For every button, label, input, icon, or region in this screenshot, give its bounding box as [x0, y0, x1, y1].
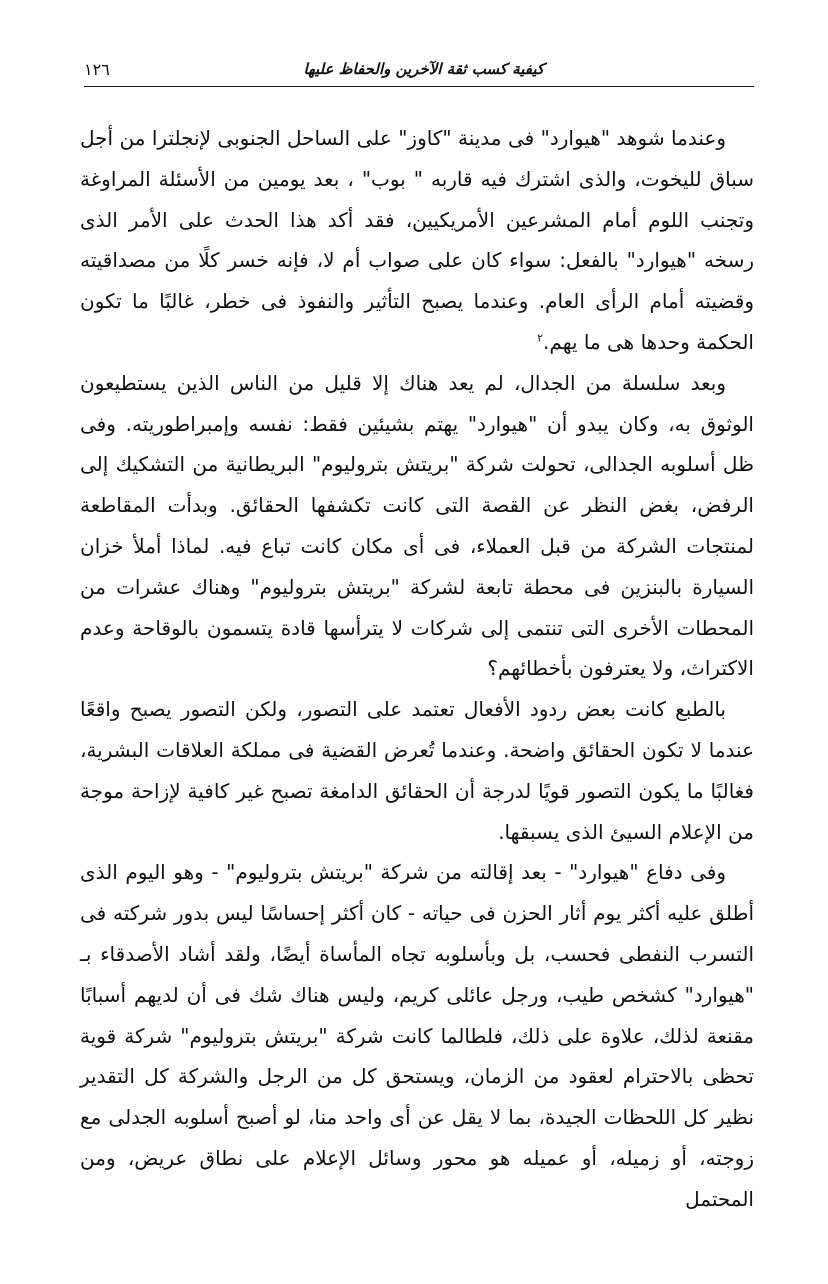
body-text: [80, 118, 754, 1220]
page-number: ١٢٦: [84, 60, 110, 79]
paragraph-1: [80, 118, 754, 363]
paragraph-text: وعندما شوهد "هيوارد" فى مدينة "كاوز" على الساحل الجنوبى لإنجلترا من أجل سباق لليخوت، والذى اشترك فيه قاربه " بوب" ، بعد يومين من الأسئلة المراوغة وتجنب اللوم أمام المشرعين الأمريكيين، فقد أكد هذا الحدث على الأمر الذى رسخه "هيوارد" بالفعل: سواء كان على صواب أم لا، فإنه خسر كلًا من مصداقيته وقضيته أمام الرأى العام. وعندما يصبح التأثير والنفوذ فى خطر، غالبًا ما تكون الحكمة وحدها هى ما يهم.: [80, 126, 754, 354]
paragraph-text: وفى دفاع "هيوارد" - بعد إقالته من شركة "بريتش بتروليوم" - وهو اليوم الذى أطلق عليه أكثر يوم أثار الحزن فى حياته - كان أكثر إحساسًا ليس بدور شركته فى التسرب النفطى فحسب، بل وبأسلوبه تجاه المأساة أيضًا، ولقد أشاد الأصدقاء بـ "هيوارد" كشخص طيب، ورجل عائلى كريم، وليس هناك شك فى أن لديهم أسبابًا مقنعة لذلك، علاوة على ذلك، فلطالما كانت شركة "بريتش بتروليوم" شركة قوية تحظى بالاحترام لعقود من الزمان، ويستحق كل من الرجل والشركة كل التقدير نظير كل اللحظات الجيدة، بما لا يقل عن أى واحد منا، لو أصبح أسلوبه الجدلى مع زوجته، أو زميله، أو عميله هو محور وسائل الإعلام على نطاق عريض، ومن المحتمل: [80, 860, 754, 1211]
book-title: كيفية كسب ثقة الآخرين والحفاظ عليها: [303, 60, 544, 78]
paragraph-text: بالطبع كانت بعض ردود الأفعال تعتمد على التصور، ولكن التصور يصبح واقعًا عندما لا تكون الحقائق واضحة. وعندما تُعرض القضية فى مملكة العلاقات البشرية، فغالبًا ما يكون التصور قويًا لدرجة أن الحقائق الدامغة تصبح غير كافية لإزاحة موجة من الإعلام السيئ الذى يسبقها.: [80, 697, 754, 844]
paragraph-4: [80, 852, 754, 1219]
paragraph-2: [80, 363, 754, 689]
paragraph-text: وبعد سلسلة من الجدال، لم يعد هناك إلا قليل من الناس الذين يستطيعون الوثوق به، وكان يبدو أن "هيوارد" يهتم بشيئين فقط: نفسه وإمبراطوريته. وفى ظل أسلوبه الجدالى، تحولت شركة "بريتش بتروليوم" البريطانية من التشكيك إلى الرفض، بغض النظر عن القصة التى كانت تكشفها الحقائق. وبدأت المقاطعة لمنتجات الشركة من قبل العملاء، فى أى مكان كانت تباع فيه. لماذا أملأ خزان السيارة بالبنزين فى محطة تابعة لشركة "بريتش بتروليوم" وهناك عشرات من المحطات الأخرى التى تنتمى إلى شركات لا يترأسها قادة يتسمون بالوقاحة وعدم الاكتراث، ولا يعترفون بأخطائهم؟: [80, 370, 754, 681]
paragraph-3: [80, 689, 754, 852]
footnote-marker: ٢: [537, 331, 544, 345]
running-header: [84, 58, 754, 87]
